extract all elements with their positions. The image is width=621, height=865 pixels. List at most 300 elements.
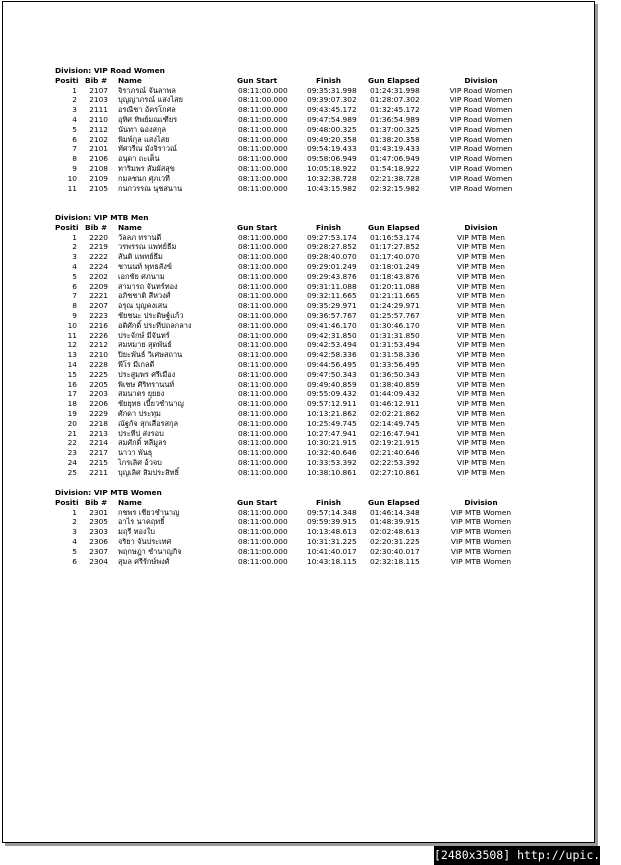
image-size-watermark: [2480x3508] http://upic.me/ <box>434 846 600 865</box>
finish-cell: 09:47:54.989 <box>307 114 357 124</box>
finish-cell: 09:47:50.343 <box>307 369 357 379</box>
table-row <box>55 174 575 184</box>
table-row <box>55 184 575 194</box>
position-cell: 8 <box>72 154 77 164</box>
finish-cell: 09:29:01.249 <box>307 261 357 271</box>
name-cell: เอกชัย ศภนาม <box>118 271 165 281</box>
bib-cell: 2205 <box>89 379 108 389</box>
finish-cell: 09:48:00.325 <box>307 124 357 134</box>
bib-cell: 2306 <box>89 536 108 546</box>
bib-cell: 2106 <box>89 154 108 164</box>
position-cell: 6 <box>72 556 77 566</box>
division-cell: VIP MTB Men <box>457 291 505 301</box>
position-cell: 9 <box>72 310 77 320</box>
gun-start-cell: 08:11:00.000 <box>238 369 288 379</box>
table-row <box>55 537 575 547</box>
finish-cell: 09:29:43.876 <box>307 271 357 281</box>
finish-cell: 10:38:10.861 <box>307 467 357 477</box>
position-cell: 6 <box>72 134 77 144</box>
table-row <box>55 438 575 448</box>
name-cell: กชพร เชียวชำนาญ <box>118 507 180 517</box>
gun-elapsed-cell: 02:02:21.862 <box>370 408 420 418</box>
gun-start-header: Gun Start <box>237 497 278 507</box>
gun-elapsed-cell: 01:38:20.358 <box>370 134 420 144</box>
position-cell: 1 <box>72 232 77 242</box>
division-cell: VIP MTB Men <box>457 350 505 360</box>
bib-cell: 2224 <box>89 261 108 271</box>
gun-start-cell: 08:11:00.000 <box>238 507 288 517</box>
position-cell: 7 <box>72 144 77 154</box>
finish-cell: 09:32:11.665 <box>307 291 357 301</box>
table-row <box>55 380 575 390</box>
division-cell: VIP Road Women <box>449 154 513 164</box>
position-cell: 7 <box>72 291 77 301</box>
bib-cell: 2207 <box>89 301 108 311</box>
table-header-row <box>55 498 575 508</box>
bib-header: Bib # <box>85 75 108 85</box>
gun-start-cell: 08:11:00.000 <box>238 173 288 183</box>
gun-start-cell: 08:11:00.000 <box>238 95 288 105</box>
division-cell: VIP MTB Women <box>450 536 512 546</box>
position-cell: 10 <box>67 173 77 183</box>
gun-start-cell: 08:11:00.000 <box>238 114 288 124</box>
division-cell: VIP MTB Men <box>457 242 505 252</box>
name-cell: สามารถ จันทร์ทอง <box>118 281 178 291</box>
division-cell: VIP MTB Men <box>457 359 505 369</box>
gun-start-cell: 08:11:00.000 <box>238 252 288 262</box>
bib-cell: 2221 <box>89 291 108 301</box>
gun-elapsed-cell: 01:33:56.495 <box>370 359 420 369</box>
table-row <box>55 144 575 154</box>
gun-elapsed-cell: 01:38:40.859 <box>370 379 420 389</box>
name-cell: บุญเลิศ สิมประสิทธิ์ <box>118 467 179 477</box>
position-cell: 5 <box>72 546 77 556</box>
finish-cell: 09:55:09.432 <box>307 389 357 399</box>
division-cell: VIP MTB Men <box>457 389 505 399</box>
bib-cell: 2212 <box>89 340 108 350</box>
position-cell: 4 <box>72 114 77 124</box>
name-cell: ประสูมพร ศรีเมือง <box>118 369 176 379</box>
gun-elapsed-cell: 02:14:49.745 <box>370 418 420 428</box>
position-cell: 20 <box>67 418 77 428</box>
position-cell: 2 <box>72 242 77 252</box>
division-section <box>55 213 575 478</box>
table-row <box>55 331 575 341</box>
position-cell: 4 <box>72 261 77 271</box>
table-row <box>55 360 575 370</box>
name-cell: พิเชษ ศิริทรานนท์ <box>118 379 175 389</box>
name-cell: พีโร มีเกลดี <box>118 359 155 369</box>
name-cell: อภิชชาติ สีหวงศ์ <box>118 291 171 301</box>
division-cell: VIP MTB Men <box>457 330 505 340</box>
bib-cell: 2210 <box>89 350 108 360</box>
gun-elapsed-cell: 02:27:10.861 <box>370 467 420 477</box>
division-cell: VIP Road Women <box>449 124 513 134</box>
gun-elapsed-cell: 01:36:54.989 <box>370 114 420 124</box>
gun-elapsed-cell: 01:16:53.174 <box>370 232 420 242</box>
position-cell: 21 <box>67 428 77 438</box>
gun-elapsed-cell: 01:37:00.325 <box>370 124 420 134</box>
table-row <box>55 252 575 262</box>
gun-start-cell: 08:11:00.000 <box>238 379 288 389</box>
name-cell: บุญญาภรณ์ แสงไสย <box>118 95 183 105</box>
finish-cell: 10:05:18.922 <box>307 163 357 173</box>
bib-cell: 2225 <box>89 369 108 379</box>
division-cell: VIP MTB Men <box>457 418 505 428</box>
division-title: Division: VIP Road Women <box>55 66 165 75</box>
position-cell: 14 <box>67 359 77 369</box>
bib-cell: 2101 <box>89 144 108 154</box>
finish-cell: 09:42:53.494 <box>307 340 357 350</box>
table-header-row <box>55 76 575 86</box>
position-cell: 12 <box>67 340 77 350</box>
bib-cell: 2218 <box>89 418 108 428</box>
gun-start-cell: 08:11:00.000 <box>238 556 288 566</box>
table-row <box>55 517 575 527</box>
gun-start-cell: 08:11:00.000 <box>238 183 288 193</box>
name-cell: สมหมาย สุดพันธ์ <box>118 340 172 350</box>
position-cell: 1 <box>72 507 77 517</box>
gun-start-cell: 08:11:00.000 <box>238 340 288 350</box>
division-header: Division <box>464 75 498 85</box>
gun-start-header: Gun Start <box>237 222 278 232</box>
name-header: Name <box>118 222 142 232</box>
name-cell: ชัยยุทธ เบี้ยวชำนาญ <box>118 399 184 409</box>
position-cell: 25 <box>67 467 77 477</box>
finish-cell: 10:41:40.017 <box>307 546 357 556</box>
gun-start-cell: 08:11:00.000 <box>238 457 288 467</box>
gun-start-cell: 08:11:00.000 <box>238 527 288 537</box>
position-cell: 1 <box>72 85 77 95</box>
division-section <box>55 66 575 193</box>
name-cell: ทัศวรีณ มังจิราวณ์ <box>118 144 177 154</box>
division-cell: VIP MTB Men <box>457 467 505 477</box>
division-cell: VIP MTB Men <box>457 438 505 448</box>
position-cell: 15 <box>67 369 77 379</box>
table-row <box>55 86 575 96</box>
table-row <box>55 154 575 164</box>
gun-start-cell: 08:11:00.000 <box>238 448 288 458</box>
finish-cell: 09:42:31.850 <box>307 330 357 340</box>
gun-start-cell: 08:11:00.000 <box>238 408 288 418</box>
gun-start-cell: 08:11:00.000 <box>238 536 288 546</box>
table-row <box>55 135 575 145</box>
gun-start-cell: 08:11:00.000 <box>238 291 288 301</box>
division-cell: VIP MTB Men <box>457 310 505 320</box>
bib-cell: 2111 <box>89 105 108 115</box>
position-cell: 4 <box>72 536 77 546</box>
division-cell: VIP Road Women <box>449 183 513 193</box>
bib-header: Bib # <box>85 222 108 232</box>
gun-elapsed-cell: 02:20:31.225 <box>370 536 420 546</box>
finish-cell: 09:28:27.852 <box>307 242 357 252</box>
table-row <box>55 399 575 409</box>
name-cell: สันติ แพทย์ธีม <box>118 252 163 262</box>
finish-cell: 09:57:12.911 <box>307 399 357 409</box>
table-row <box>55 429 575 439</box>
bib-cell: 2112 <box>89 124 108 134</box>
position-cell: 9 <box>72 163 77 173</box>
position-cell: 6 <box>72 281 77 291</box>
table-row <box>55 125 575 135</box>
finish-cell: 09:57:14.348 <box>307 507 357 517</box>
bib-cell: 2307 <box>89 546 108 556</box>
table-row <box>55 321 575 331</box>
position-cell: 13 <box>67 350 77 360</box>
division-cell: VIP Road Women <box>449 173 513 183</box>
gun-start-header: Gun Start <box>237 75 278 85</box>
division-cell: VIP MTB Men <box>457 379 505 389</box>
division-cell: VIP Road Women <box>449 95 513 105</box>
division-cell: VIP MTB Women <box>450 546 512 556</box>
position-cell: 23 <box>67 448 77 458</box>
gun-start-cell: 08:11:00.000 <box>238 163 288 173</box>
bib-header: Bib # <box>85 497 108 507</box>
table-row <box>55 419 575 429</box>
gun-elapsed-cell: 01:43:19.433 <box>370 144 420 154</box>
name-cell: สมศักดิ์ หลีมูลร <box>118 438 167 448</box>
gun-elapsed-cell: 01:25:57.767 <box>370 310 420 320</box>
gun-start-cell: 08:11:00.000 <box>238 428 288 438</box>
finish-cell: 09:27:53.174 <box>307 232 357 242</box>
division-section <box>55 488 575 566</box>
gun-elapsed-cell: 02:22:53.392 <box>370 457 420 467</box>
bib-cell: 2213 <box>89 428 108 438</box>
position-cell: 24 <box>67 457 77 467</box>
position-cell: 3 <box>72 252 77 262</box>
division-cell: VIP MTB Women <box>450 507 512 517</box>
finish-cell: 10:32:38.728 <box>307 173 357 183</box>
division-cell: VIP MTB Men <box>457 448 505 458</box>
bib-cell: 2305 <box>89 517 108 527</box>
division-cell: VIP MTB Men <box>457 399 505 409</box>
bib-cell: 2216 <box>89 320 108 330</box>
gun-start-cell: 08:11:00.000 <box>238 261 288 271</box>
position-cell: 18 <box>67 399 77 409</box>
finish-header: Finish <box>316 497 342 507</box>
division-title: Division: VIP MTB Men <box>55 213 149 222</box>
name-cell: ชานนท์ พุทธสังข์ <box>118 261 172 271</box>
name-cell: ณัฐกัจ สุกเสือรสกุล <box>118 418 179 428</box>
gun-start-cell: 08:11:00.000 <box>238 144 288 154</box>
position-cell: 3 <box>72 105 77 115</box>
gun-elapsed-cell: 01:32:45.172 <box>370 105 420 115</box>
gun-elapsed-cell: 01:44:09.432 <box>370 389 420 399</box>
gun-elapsed-cell: 02:21:40.646 <box>370 448 420 458</box>
gun-start-cell: 08:11:00.000 <box>238 350 288 360</box>
table-row <box>55 458 575 468</box>
name-cell: จริยา จันประเทศ <box>118 536 172 546</box>
division-header: Division <box>464 497 498 507</box>
gun-start-cell: 08:11:00.000 <box>238 281 288 291</box>
name-cell: ประทีป ส่งรอบ <box>118 428 164 438</box>
bib-cell: 2220 <box>89 232 108 242</box>
finish-cell: 09:49:20.358 <box>307 134 357 144</box>
bib-cell: 2203 <box>89 389 108 399</box>
name-cell: กนกวรรณ นุชสนาน <box>118 183 183 193</box>
finish-cell: 09:35:31.998 <box>307 85 357 95</box>
gun-start-cell: 08:11:00.000 <box>238 85 288 95</box>
name-cell: อรณีชา อัครโกศล <box>118 105 176 115</box>
gun-start-cell: 08:11:00.000 <box>238 467 288 477</box>
bib-cell: 2102 <box>89 134 108 144</box>
name-cell: ศักดา ประทุม <box>118 408 161 418</box>
position-cell: 8 <box>72 301 77 311</box>
finish-cell: 10:13:48.613 <box>307 527 357 537</box>
table-row <box>55 272 575 282</box>
name-cell: สุมล ศรีรักษ์พงศ์ <box>118 556 170 566</box>
gun-elapsed-cell: 01:54:18.922 <box>370 163 420 173</box>
position-header: Positi <box>55 75 79 85</box>
gun-elapsed-cell: 01:20:11.088 <box>370 281 420 291</box>
division-cell: VIP Road Women <box>449 134 513 144</box>
division-cell: VIP Road Women <box>449 114 513 124</box>
gun-elapsed-cell: 01:24:31.998 <box>370 85 420 95</box>
table-row <box>55 350 575 360</box>
gun-start-cell: 08:11:00.000 <box>238 154 288 164</box>
division-header: Division <box>464 222 498 232</box>
name-cell: นันทา ฉองสกุล <box>118 124 167 134</box>
gun-elapsed-cell: 01:30:46.170 <box>370 320 420 330</box>
position-cell: 5 <box>72 124 77 134</box>
table-row <box>55 468 575 478</box>
name-cell: ไกรเลิศ อ้วจบ <box>118 457 162 467</box>
name-cell: อรุณ บุญคงเสน <box>118 301 168 311</box>
gun-start-cell: 08:11:00.000 <box>238 359 288 369</box>
table-row <box>55 115 575 125</box>
finish-cell: 10:25:49.745 <box>307 418 357 428</box>
gun-start-cell: 08:11:00.000 <box>238 320 288 330</box>
gun-start-cell: 08:11:00.000 <box>238 134 288 144</box>
gun-elapsed-cell: 01:21:11.665 <box>370 291 420 301</box>
name-header: Name <box>118 497 142 507</box>
name-cell: ปิยะพันธ์ วิเศษสถาน <box>118 350 183 360</box>
bib-cell: 2223 <box>89 310 108 320</box>
table-row <box>55 547 575 557</box>
name-cell: จิราภรณ์ จันลาพล <box>118 85 176 95</box>
division-cell: VIP MTB Men <box>457 428 505 438</box>
division-cell: VIP Road Women <box>449 163 513 173</box>
position-header: Positi <box>55 222 79 232</box>
gun-elapsed-cell: 01:17:27.852 <box>370 242 420 252</box>
gun-start-cell: 08:11:00.000 <box>238 242 288 252</box>
gun-elapsed-cell: 01:46:12.911 <box>370 399 420 409</box>
name-cell: มฤรี ทองใบ <box>118 527 155 537</box>
finish-header: Finish <box>316 222 342 232</box>
gun-start-cell: 08:11:00.000 <box>238 546 288 556</box>
gun-elapsed-header: Gun Elapsed <box>368 497 420 507</box>
gun-elapsed-cell: 01:46:14.348 <box>370 507 420 517</box>
gun-start-cell: 08:11:00.000 <box>238 330 288 340</box>
gun-elapsed-cell: 01:47:06.949 <box>370 154 420 164</box>
table-row <box>55 311 575 321</box>
division-cell: VIP MTB Women <box>450 517 512 527</box>
finish-cell: 09:41:46.170 <box>307 320 357 330</box>
gun-elapsed-cell: 02:21:38.728 <box>370 173 420 183</box>
finish-cell: 09:58:06.949 <box>307 154 357 164</box>
bib-cell: 2301 <box>89 507 108 517</box>
table-row <box>55 340 575 350</box>
name-cell: วัลลภ ทรานดี <box>118 232 162 242</box>
table-row <box>55 409 575 419</box>
finish-cell: 10:27:47.941 <box>307 428 357 438</box>
table-row <box>55 282 575 292</box>
division-cell: VIP MTB Men <box>457 252 505 262</box>
gun-elapsed-cell: 02:02:48.613 <box>370 527 420 537</box>
division-cell: VIP MTB Men <box>457 340 505 350</box>
gun-start-cell: 08:11:00.000 <box>238 232 288 242</box>
gun-elapsed-cell: 01:18:43.876 <box>370 271 420 281</box>
bib-cell: 2229 <box>89 408 108 418</box>
gun-elapsed-cell: 01:17:40.070 <box>370 252 420 262</box>
division-cell: VIP MTB Men <box>457 408 505 418</box>
name-cell: ทาริมพร สัมผัสสุข <box>118 163 175 173</box>
bib-cell: 2107 <box>89 85 108 95</box>
gun-start-cell: 08:11:00.000 <box>238 438 288 448</box>
finish-header: Finish <box>316 75 342 85</box>
division-cell: VIP MTB Men <box>457 281 505 291</box>
name-cell: อาไร นาคฤทธิ์ <box>118 517 165 527</box>
finish-cell: 09:43:45.172 <box>307 105 357 115</box>
gun-elapsed-cell: 01:18:01.249 <box>370 261 420 271</box>
gun-start-cell: 08:11:00.000 <box>238 124 288 134</box>
division-cell: VIP MTB Men <box>457 261 505 271</box>
gun-start-cell: 08:11:00.000 <box>238 418 288 428</box>
division-cell: VIP MTB Men <box>457 320 505 330</box>
position-cell: 2 <box>72 517 77 527</box>
bib-cell: 2215 <box>89 457 108 467</box>
name-cell: นาวา พันธุ <box>118 448 153 458</box>
name-cell: พิมพ์กุล แสงไสย <box>118 134 170 144</box>
table-row <box>55 508 575 518</box>
gun-elapsed-cell: 02:19:21.915 <box>370 438 420 448</box>
table-row <box>55 448 575 458</box>
bib-cell: 2303 <box>89 527 108 537</box>
name-header: Name <box>118 75 142 85</box>
gun-elapsed-header: Gun Elapsed <box>368 75 420 85</box>
finish-cell: 09:36:57.767 <box>307 310 357 320</box>
name-cell: วรพรรณ แพทย์ธีม <box>118 242 177 252</box>
finish-cell: 10:31:31.225 <box>307 536 357 546</box>
gun-start-cell: 08:11:00.000 <box>238 389 288 399</box>
division-cell: VIP Road Women <box>449 144 513 154</box>
name-cell: อนุดา ถะเต็น <box>118 154 160 164</box>
gun-elapsed-cell: 02:32:18.115 <box>370 556 420 566</box>
division-cell: VIP MTB Men <box>457 301 505 311</box>
position-cell: 5 <box>72 271 77 281</box>
finish-cell: 09:39:07.302 <box>307 95 357 105</box>
table-row <box>55 233 575 243</box>
bib-cell: 2214 <box>89 438 108 448</box>
bib-cell: 2222 <box>89 252 108 262</box>
gun-elapsed-cell: 01:31:58.336 <box>370 350 420 360</box>
bib-cell: 2219 <box>89 242 108 252</box>
name-cell: พฤกษฎา ชำนาญกิจ <box>118 546 182 556</box>
gun-start-cell: 08:11:00.000 <box>238 105 288 115</box>
gun-start-cell: 08:11:00.000 <box>238 301 288 311</box>
finish-cell: 10:43:15.982 <box>307 183 357 193</box>
gun-elapsed-cell: 01:36:50.343 <box>370 369 420 379</box>
finish-cell: 10:43:18.115 <box>307 556 357 566</box>
gun-start-cell: 08:11:00.000 <box>238 399 288 409</box>
gun-start-cell: 08:11:00.000 <box>238 310 288 320</box>
position-cell: 22 <box>67 438 77 448</box>
finish-cell: 09:49:40.859 <box>307 379 357 389</box>
name-cell: ชัยชนะ ประดิษฐ์แก้ว <box>118 310 184 320</box>
gun-elapsed-cell: 02:16:47.941 <box>370 428 420 438</box>
finish-cell: 09:31:11.088 <box>307 281 357 291</box>
position-header: Positi <box>55 497 79 507</box>
